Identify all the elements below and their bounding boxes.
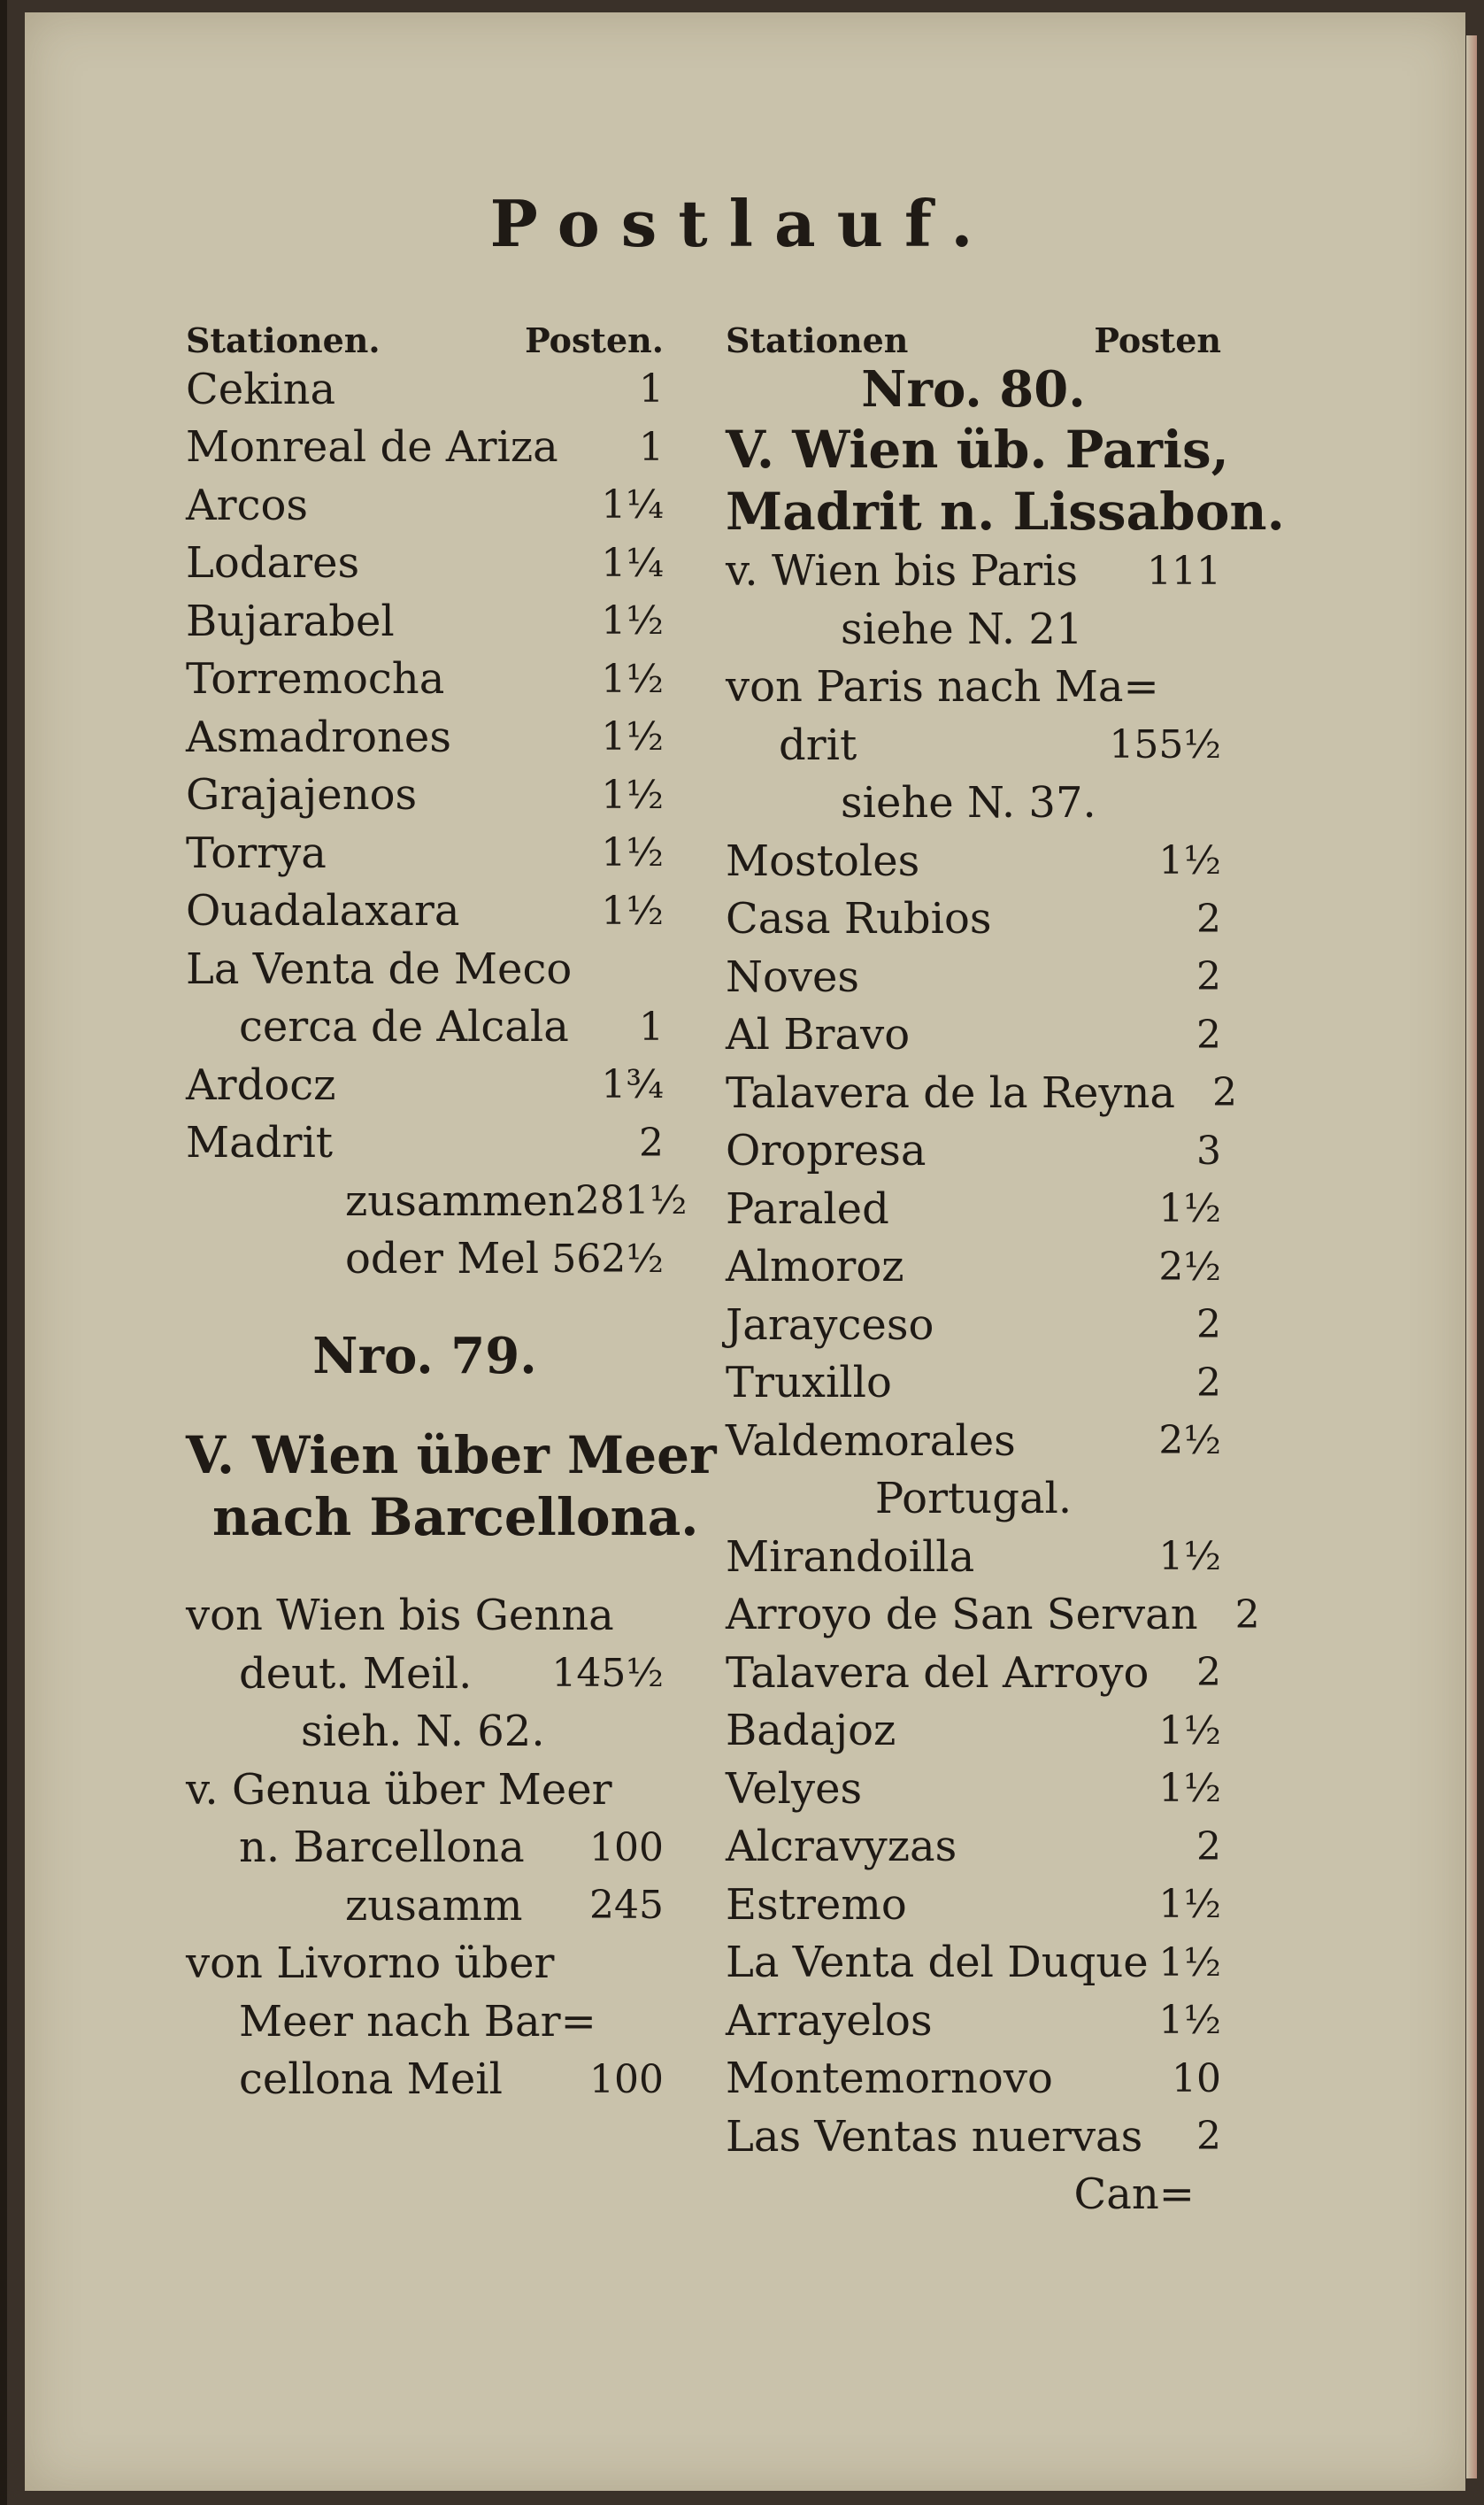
left-header-posts: Posten.	[525, 320, 664, 360]
station-name: Torrya	[186, 828, 327, 878]
post-count: 2	[1196, 1302, 1221, 1348]
post-count: 2½	[1158, 1244, 1221, 1290]
left-header-stations: Stationen.	[186, 320, 381, 360]
station-row	[726, 1296, 1221, 1354]
post-count: 1¼	[601, 482, 664, 528]
station-name: Noves	[726, 952, 860, 1002]
station-name: Talavera del Arroyo	[726, 1647, 1150, 1698]
station-name: Alcravyzas	[726, 1822, 957, 1872]
station-name: von Wien bis Genna	[186, 1591, 614, 1641]
station-name: La Venta de Meco	[186, 944, 573, 994]
station-row	[186, 1114, 664, 1173]
station-row	[726, 2108, 1221, 2166]
station-name: Monreal de Ariza	[186, 422, 558, 473]
left-column	[186, 314, 717, 2108]
station-row	[726, 1064, 1238, 1122]
station-name: Truxillo	[726, 1358, 892, 1408]
station-row	[726, 659, 1221, 717]
right-column	[726, 314, 1285, 2224]
post-count: 1½	[601, 772, 664, 818]
catchword: Can=	[1073, 2170, 1195, 2220]
station-row	[186, 592, 664, 651]
post-count: 2	[1234, 1592, 1260, 1638]
station-row	[726, 600, 1221, 659]
total-row	[186, 1172, 688, 1230]
route-heading: Madrit n. Lissabon.	[726, 481, 1285, 542]
station-name: cerca de Alcala	[239, 1002, 569, 1052]
station-name: siehe N. 21	[841, 604, 1083, 654]
station-name: Grajajenos	[186, 770, 418, 821]
post-count: 1	[639, 1004, 664, 1050]
post-count: 1¼	[601, 540, 664, 586]
station-row	[726, 1992, 1221, 2050]
post-count: 2½	[1158, 1418, 1221, 1464]
station-row	[186, 360, 664, 419]
station-name: Arcos	[186, 480, 309, 530]
station-row	[726, 890, 1221, 949]
station-name: Paraled	[726, 1183, 889, 1234]
post-count: 1½	[1158, 838, 1221, 884]
post-count: 2	[639, 1120, 664, 1166]
station-row	[726, 1586, 1260, 1645]
right-header-posts: Posten	[1094, 320, 1221, 360]
station-name: Almoroz	[726, 1242, 904, 1292]
total-value: 245	[589, 1883, 664, 1929]
station-row	[726, 1528, 1221, 1586]
right-header	[726, 314, 1221, 360]
station-name: Ardocz	[186, 1060, 336, 1110]
station-row	[726, 1876, 1221, 1934]
station-name: sieh. N. 62.	[301, 1707, 545, 1757]
station-row	[726, 775, 1221, 833]
post-count: 1½	[601, 888, 664, 934]
station-name: Bujarabel	[186, 596, 395, 646]
station-row	[186, 1819, 664, 1877]
station-row	[186, 824, 664, 883]
station-row	[186, 476, 664, 535]
station-name: Badajoz	[726, 1706, 896, 1756]
station-name: Mirandoilla	[726, 1531, 975, 1582]
station-name: Torremocha	[186, 654, 445, 705]
post-count: 1	[639, 424, 664, 470]
left-header	[186, 314, 664, 360]
station-row	[726, 1238, 1221, 1297]
station-name: Montemornovo	[726, 2054, 1053, 2104]
station-row	[726, 1354, 1221, 1413]
station-name: Madrit	[186, 1118, 334, 1168]
route-number: Nro. 80.	[861, 359, 1086, 419]
post-count: 100	[589, 2056, 664, 2102]
station-name: Estremo	[726, 1879, 907, 1930]
post-count: 3	[1196, 1128, 1221, 1174]
post-count: 1½	[1158, 1707, 1221, 1754]
post-count: 2	[1196, 1012, 1221, 1058]
post-count: 1½	[1158, 1766, 1221, 1812]
station-name: Oropresa	[726, 1126, 927, 1176]
station-name: Velyes	[726, 1763, 863, 1814]
station-row	[186, 1645, 664, 1703]
post-count: 1½	[1158, 1998, 1221, 2044]
station-name: v. Wien bis Paris	[726, 546, 1079, 597]
post-count: 111	[1147, 548, 1221, 594]
station-row	[186, 535, 664, 593]
station-name: Asmadrones	[186, 712, 451, 762]
post-count: 2	[1196, 1650, 1221, 1696]
right-header-stations: Stationen	[726, 320, 909, 360]
station-row	[186, 1935, 664, 1993]
spacer	[186, 1385, 664, 1424]
post-count: 1	[639, 366, 664, 412]
post-count: 2	[1196, 1823, 1221, 1869]
route-number: Nro. 79.	[312, 1326, 537, 1385]
spacer	[186, 1548, 664, 1587]
station-name: deut. Meil.	[239, 1648, 473, 1699]
station-name: La Venta del Duque	[726, 1938, 1149, 1988]
post-count: 10	[1172, 2055, 1221, 2101]
station-name: Arroyo de San Servan	[726, 1590, 1198, 1640]
country-heading: Portugal.	[874, 1474, 1073, 1524]
post-count: 1½	[1158, 1882, 1221, 1928]
station-row	[726, 1934, 1221, 1992]
post-count: 1½	[601, 656, 664, 702]
station-name: Talavera de la Reyna	[726, 1068, 1176, 1118]
station-name: drit	[779, 720, 857, 770]
station-row	[186, 651, 664, 709]
station-name: Casa Rubios	[726, 894, 992, 944]
station-row	[726, 1644, 1221, 1702]
station-row	[726, 1122, 1221, 1181]
station-row	[726, 1702, 1221, 1761]
total-label: oder Mel	[345, 1234, 540, 1284]
post-count: 1½	[601, 714, 664, 760]
total-row	[186, 1230, 664, 1289]
station-row	[186, 940, 664, 998]
post-count: 1½	[601, 830, 664, 876]
total-label: zusamm	[345, 1880, 523, 1931]
post-count: 1½	[1158, 1534, 1221, 1580]
station-row	[726, 716, 1221, 775]
station-row	[186, 883, 664, 941]
page-edge	[1466, 35, 1477, 2478]
page-title: Postlauf.	[489, 186, 995, 261]
station-name: Jarayceso	[726, 1299, 934, 1350]
station-name: Valdemorales	[726, 1415, 1016, 1466]
post-count: 1¾	[601, 1062, 664, 1108]
station-name: von Paris nach Ma=	[726, 662, 1159, 713]
total-label: zusammen	[345, 1175, 575, 1226]
station-row	[726, 948, 1221, 1006]
station-row	[186, 1703, 664, 1761]
station-row	[186, 708, 664, 767]
station-row	[726, 1412, 1221, 1470]
station-row	[186, 1056, 664, 1114]
post-count: 2	[1196, 1360, 1221, 1406]
station-name: von Livorno über	[186, 1938, 555, 1989]
post-count: 1½	[1158, 1939, 1221, 1985]
station-row	[726, 1818, 1221, 1877]
route-heading: V. Wien üb. Paris,	[726, 419, 1229, 480]
station-row	[186, 1761, 664, 1819]
station-row	[726, 832, 1221, 890]
post-count: 1½	[1158, 1186, 1221, 1232]
station-row	[186, 767, 664, 825]
station-row	[186, 1587, 664, 1646]
station-name: n. Barcellona	[239, 1823, 525, 1873]
station-row	[726, 1006, 1221, 1065]
total-value: 562½	[551, 1236, 664, 1282]
post-count: 2	[1196, 896, 1221, 942]
station-name: Meer nach Bar=	[239, 1996, 596, 2046]
book-spine	[0, 0, 7, 2505]
station-name: Al Bravo	[726, 1010, 911, 1060]
station-row	[186, 2051, 664, 2109]
post-count: 2	[1196, 954, 1221, 1000]
station-row	[726, 1760, 1221, 1818]
station-row	[726, 543, 1221, 601]
route-heading: V. Wien über Meer	[186, 1424, 717, 1485]
station-row	[186, 998, 664, 1057]
station-name: Lodares	[186, 538, 360, 589]
station-name: Arrayelos	[726, 1995, 933, 2046]
post-count: 155½	[1109, 722, 1221, 768]
station-row	[726, 1180, 1221, 1238]
station-row	[726, 2050, 1221, 2108]
station-row	[186, 419, 664, 477]
post-count: 2	[1196, 2114, 1221, 2160]
total-value: 281½	[574, 1178, 688, 1224]
station-row	[186, 1992, 664, 2051]
post-count: 145½	[551, 1651, 664, 1697]
station-name: v. Genua über Meer	[186, 1764, 612, 1815]
station-name: cellona Meil	[239, 2054, 503, 2105]
post-count: 100	[589, 1824, 664, 1870]
station-name: siehe N. 37.	[841, 778, 1096, 829]
post-count: 2	[1212, 1070, 1238, 1116]
spacer	[186, 1288, 664, 1327]
post-count: 1½	[601, 598, 664, 644]
station-name: Las Ventas nuervas	[726, 2111, 1143, 2162]
total-row	[186, 1877, 664, 1935]
station-name: Cekina	[186, 364, 336, 414]
station-name: Mostoles	[726, 836, 920, 886]
route-heading: nach Barcellona.	[212, 1486, 699, 1547]
station-name: Ouadalaxara	[186, 886, 460, 936]
